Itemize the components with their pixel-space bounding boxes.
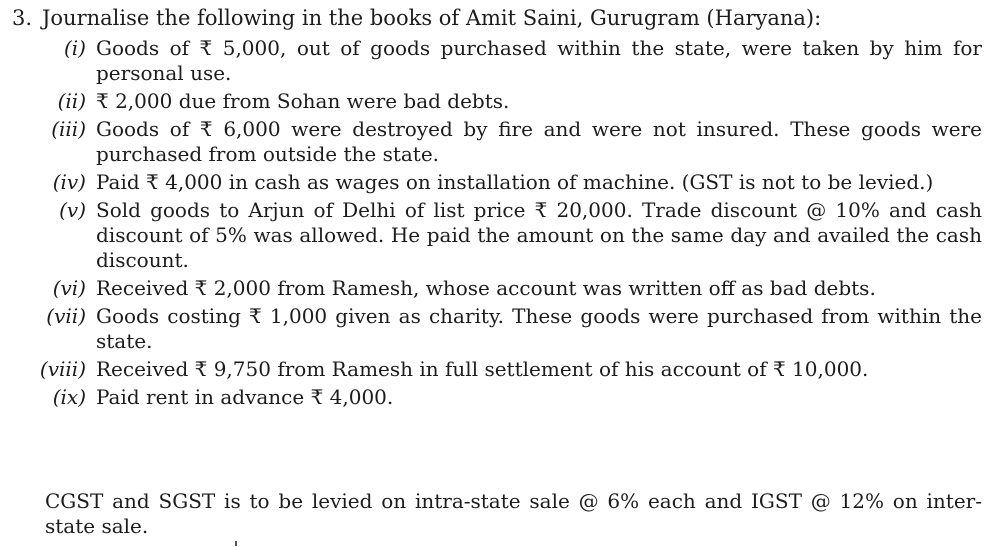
list-item: [0, 273, 1003, 301]
list-item: [0, 114, 1003, 167]
item-label: (ix): [52, 385, 86, 409]
item-label: (ii): [57, 89, 86, 113]
item-label: (viii): [39, 357, 86, 381]
list-item: [0, 33, 1003, 86]
list-item: [0, 167, 1003, 195]
item-text: Sold goods to Arjun of Delhi of list price ₹ 20,000. Trade discount @ 10% and cash discount of 5% was allowed. He paid the amount on the same day and availed the cash discount.: [96, 198, 982, 272]
list-item: [0, 195, 1003, 273]
item-text: ₹ 2,000 due from Sohan were bad debts.: [96, 89, 510, 113]
item-text: Goods of ₹ 6,000 were destroyed by fire and were not insured. These goods were purchased from outside the state.: [96, 117, 982, 166]
item-text: Goods costing ₹ 1,000 given as charity. These goods were purchased from within the state.: [96, 304, 982, 353]
item-label: (v): [59, 198, 86, 222]
list-item: [0, 86, 1003, 114]
question-heading: [12, 4, 821, 32]
scan-speck: [235, 541, 237, 546]
item-label: (iv): [52, 170, 86, 194]
item-label: (i): [63, 36, 86, 60]
item-text: Paid ₹ 4,000 in cash as wages on installation of machine. (GST is not to be levied.): [96, 170, 934, 194]
item-label: (iii): [51, 117, 86, 141]
list-item: [0, 354, 1003, 382]
item-text: Received ₹ 9,750 from Ramesh in full settlement of his account of ₹ 10,000.: [96, 357, 869, 381]
question-number: 3.: [12, 6, 33, 30]
item-label: (vii): [46, 304, 86, 328]
question-items: [0, 33, 1003, 410]
item-label: (vi): [52, 276, 86, 300]
item-text: Received ₹ 2,000 from Ramesh, whose account was written off as bad debts.: [96, 276, 876, 300]
list-item: [0, 382, 1003, 410]
item-text: Paid rent in advance ₹ 4,000.: [96, 385, 394, 409]
item-text: Goods of ₹ 5,000, out of goods purchased within the state, were taken by him for personal use.: [96, 36, 982, 85]
list-item: [0, 301, 1003, 354]
tax-note: CGST and SGST is to be levied on intra-state sale @ 6% each and IGST @ 12% on inter-state sale.: [45, 489, 982, 538]
question-title: Journalise the following in the books of Amit Saini, Gurugram (Haryana):: [42, 6, 822, 30]
